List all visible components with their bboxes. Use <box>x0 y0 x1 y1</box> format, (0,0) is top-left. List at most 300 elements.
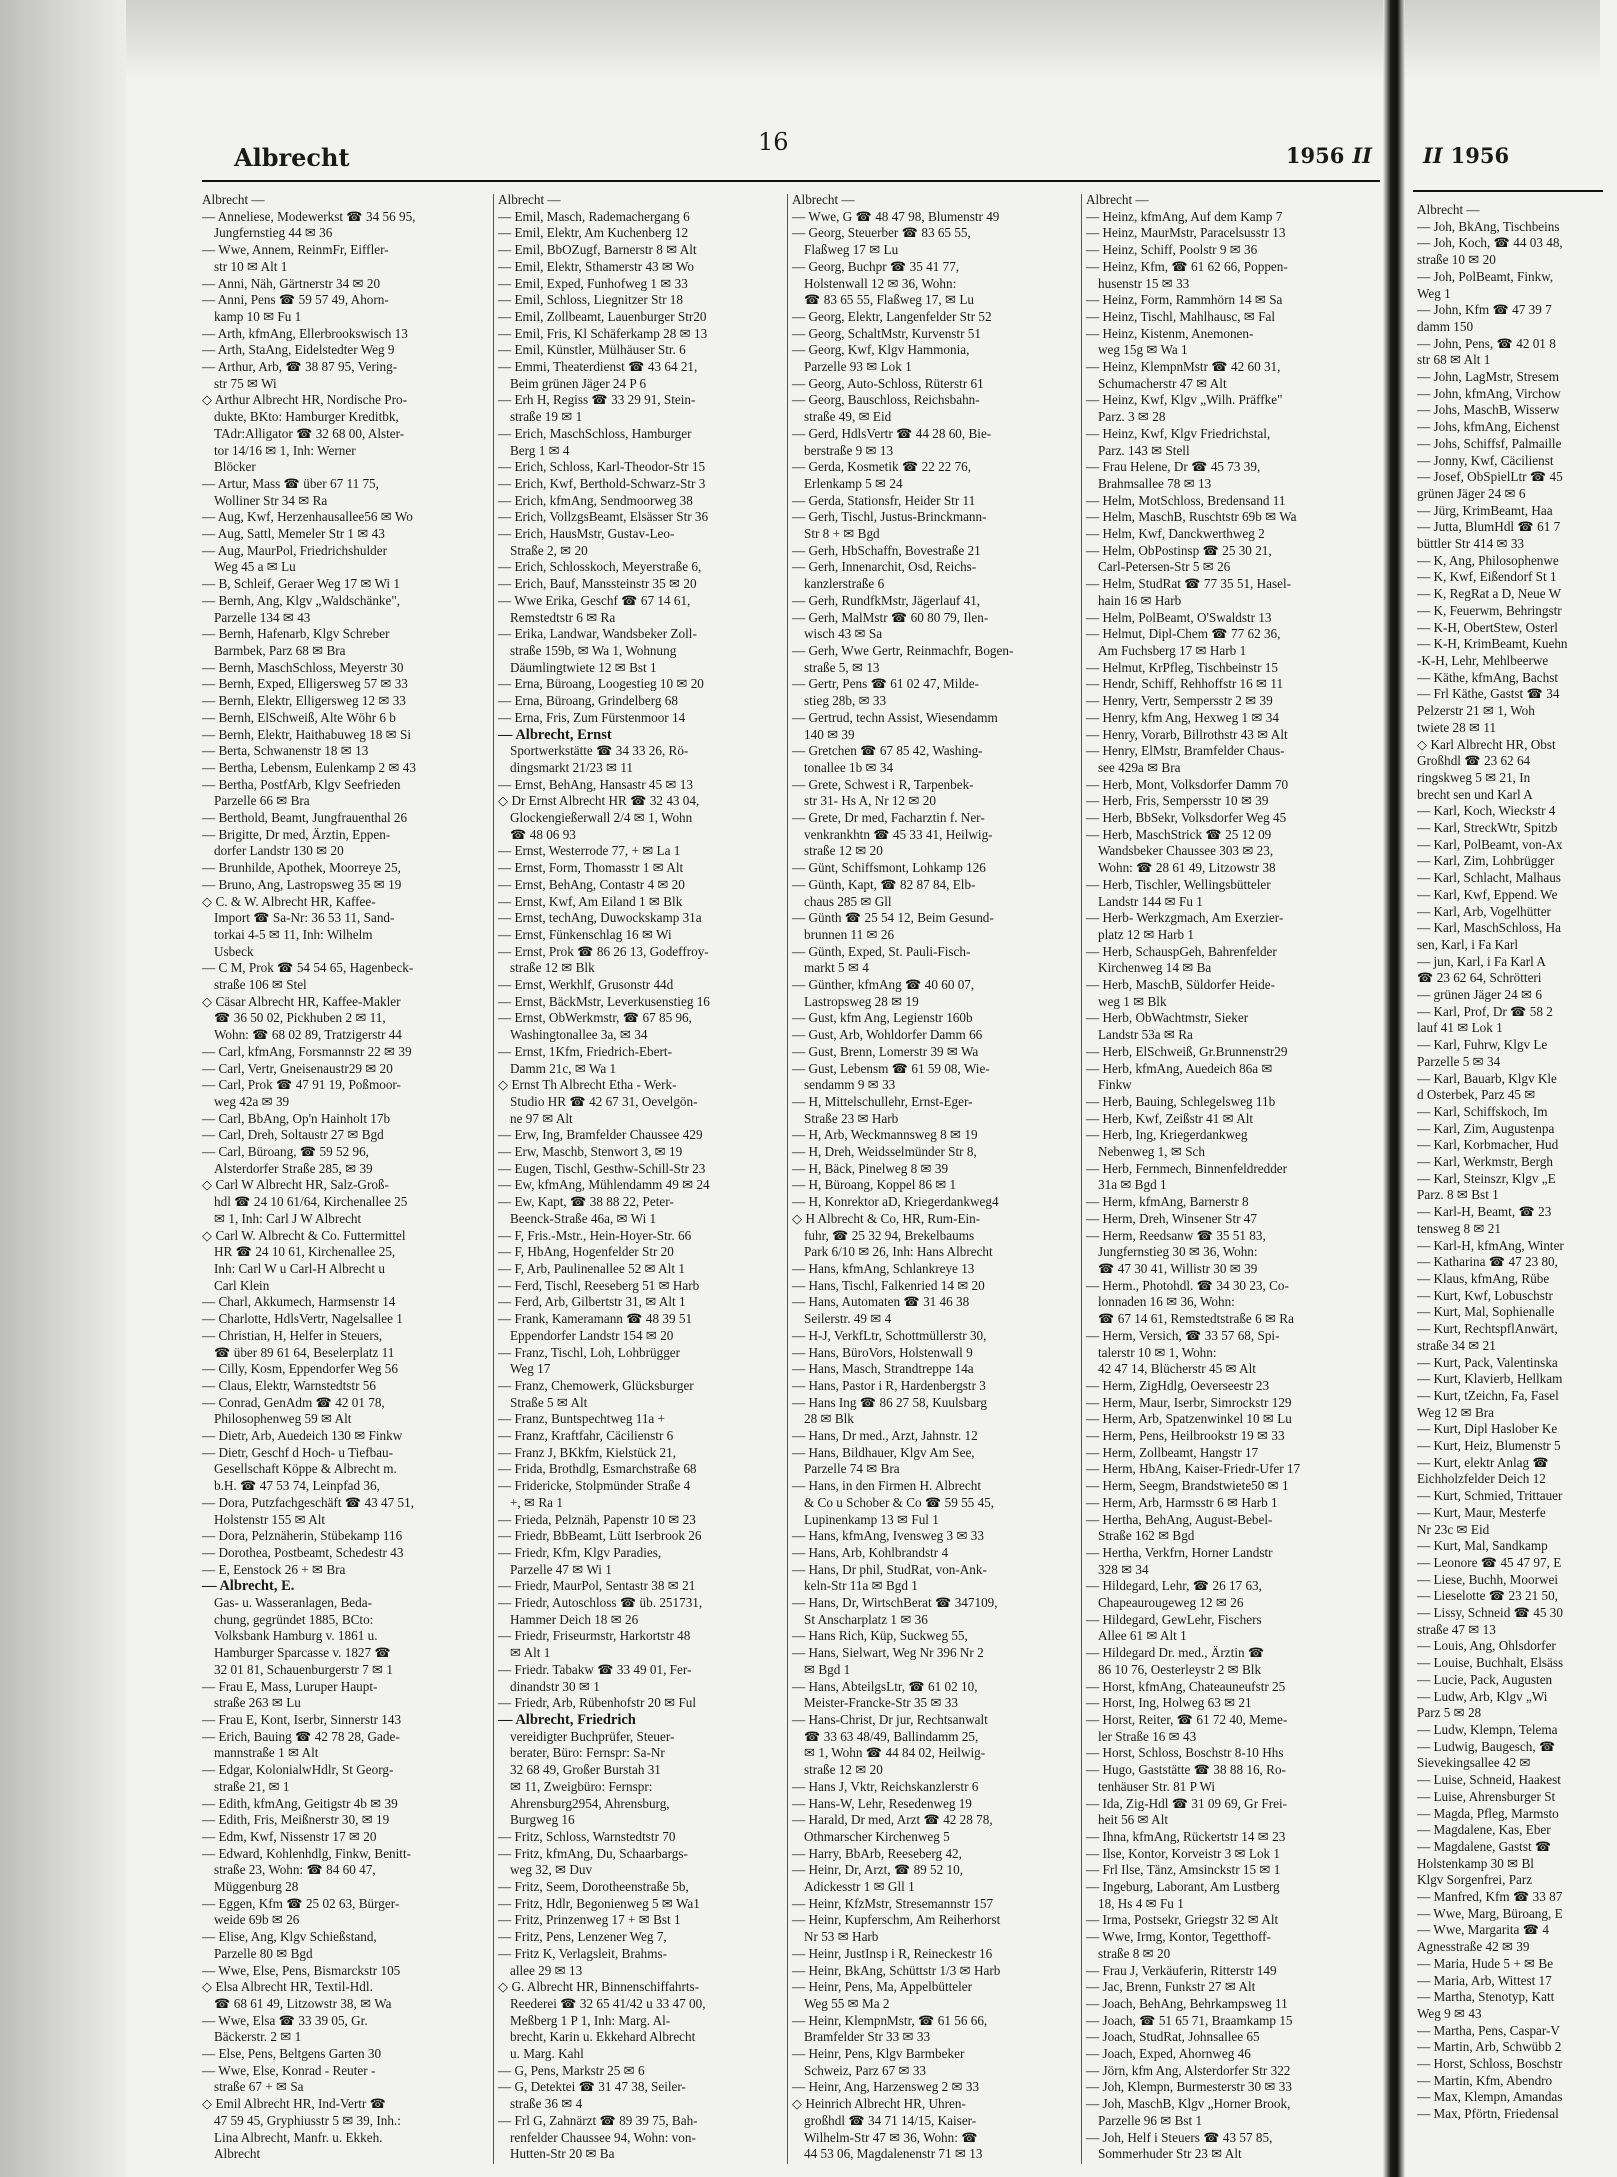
directory-entry-line: — Joh, MaschB, Klgv „Horner Brook, <box>1086 2096 1291 2112</box>
directory-entry-line: — Heinr, BkAng, Schüttstr 1/3 ✉ Harb <box>792 1962 1001 1978</box>
directory-entry-line: Nr 23c ✉ Eid <box>1417 1521 1490 1537</box>
directory-entry-line: Weg 45 a ✉ Lu <box>214 559 296 575</box>
directory-entry-line: — Ew, Kapt, ☎ 38 88 22, Peter- <box>498 1194 674 1210</box>
directory-entry-line: torkai 4-5 ✉ 11, Inh: Wilhelm <box>214 926 373 942</box>
directory-entry-line: — Brunhilde, Apothek, Moorreye 25, <box>202 860 401 876</box>
directory-entry-line: — Eggen, Kfm ☎ 25 02 63, Bürger- <box>202 1895 400 1911</box>
directory-entry-line: — Elise, Ang, Klgv Schießstand, <box>202 1929 377 1945</box>
directory-entry-line: — Horst, Schloss, Boschstr 8-10 Hhs <box>1086 1745 1284 1761</box>
directory-entry-line: see 429a ✉ Bra <box>1098 759 1181 775</box>
directory-entry-line: — Artur, Mass ☎ über 67 11 75, <box>202 475 379 491</box>
directory-entry-line: — grünen Jäger 24 ✉ 6 <box>1417 987 1542 1003</box>
directory-entry-line: — Karl, Zim, Lohbrügger <box>1417 853 1555 869</box>
column-divider <box>493 194 494 2164</box>
directory-entry-line: — Emil, Fris, Kl Schäferkamp 28 ✉ 13 <box>498 325 708 341</box>
directory-entry-line: — Friedr, BbBeamt, Lütt Iserbrook 26 <box>498 1528 702 1544</box>
directory-entry-line: Parz. 143 ✉ Stell <box>1098 442 1190 458</box>
directory-entry-line: — Karl, PolBeamt, von-Ax <box>1417 836 1563 852</box>
directory-entry-line: Gas- u. Wasseranlagen, Beda- <box>214 1595 372 1611</box>
directory-entry-line: Volksbank Hamburg v. 1861 u. <box>214 1628 378 1644</box>
directory-entry-line: — Heinz, Schiff, Poolstr 9 ✉ 36 <box>1086 242 1258 258</box>
directory-entry-line: — Fritz, Hdlr, Begonienweg 5 ✉ Wa1 <box>498 1895 700 1911</box>
directory-entry-line: — Hertha, BehAng, August-Bebel- <box>1086 1511 1273 1527</box>
directory-entry-line: — Erw, Ing, Bramfelder Chaussee 429 <box>498 1127 703 1143</box>
directory-entry-line: dinandstr 30 ✉ 1 <box>510 1678 600 1694</box>
directory-entry-line: — Hans, Dr, WirtschBerat ☎ 347109, <box>792 1595 998 1611</box>
directory-entry-line: ✉ 1, Wohn ☎ 44 84 02, Heilwig- <box>804 1745 986 1761</box>
directory-entry-line: — Albrecht, Friedrich <box>498 1711 636 1728</box>
directory-entry-line: — Emil, Zollbeamt, Lauenburger Str20 <box>498 308 707 324</box>
directory-entry-line: ◇ Heinrich Albrecht HR, Uhren- <box>792 2096 966 2112</box>
directory-entry-line: — Erich, Kwf, Berthold-Schwarz-Str 3 <box>498 475 706 491</box>
directory-entry-line: — Edith, Fris, Meißnerstr 30, ✉ 19 <box>202 1812 390 1828</box>
directory-entry-line: — Herm, Seegm, Brandstwiete50 ✉ 1 <box>1086 1478 1289 1494</box>
directory-entry-line: — Jonny, Kwf, Cäcilienst <box>1417 452 1554 468</box>
directory-entry-line: ✉ 11, Zweigbüro: Fernspr: <box>510 1778 653 1794</box>
directory-entry-line: Straße 23 ✉ Harb <box>804 1110 899 1126</box>
directory-entry-line: Sievekingsallee 42 ✉ <box>1417 1755 1531 1771</box>
directory-entry-line: — Luise, Ahrensburger St <box>1417 1788 1556 1804</box>
directory-entry-line: d Osterbek, Parz 45 ✉ <box>1417 1087 1536 1103</box>
directory-entry-line: — Friedr. Tabakw ☎ 33 49 01, Fer- <box>498 1661 692 1677</box>
directory-entry-line: — Hans Rich, Küp, Suckweg 55, <box>792 1628 968 1644</box>
directory-entry-line: — E, Eenstock 26 + ✉ Bra <box>202 1561 346 1577</box>
directory-entry-line: — Henry, Vertr, Sempersstr 2 ✉ 39 <box>1086 693 1273 709</box>
directory-entry-line: — Edward, Kohlenhdlg, Finkw, Benitt- <box>202 1845 412 1861</box>
directory-entry-line: Albrecht <box>214 2146 261 2162</box>
directory-entry-line: — B, Schleif, Geraer Weg 17 ✉ Wi 1 <box>202 576 400 592</box>
directory-entry-line: keln-Str 11a ✉ Bgd 1 <box>804 1578 918 1594</box>
directory-entry-line: — Georg, Bauschloss, Reichsbahn- <box>792 392 980 408</box>
directory-entry-line: Usbeck <box>214 943 254 959</box>
directory-entry-line: — Frau J, Verkäuferin, Ritterstr 149 <box>1086 1962 1277 1978</box>
book-gutter <box>1383 0 1405 2177</box>
directory-entry-line: — K-H, KrimBeamt, Kuehn <box>1417 636 1568 652</box>
directory-entry-line: — Emil, BbOZugf, Barnerstr 8 ✉ Alt <box>498 242 697 258</box>
directory-entry-line: — Emil, Masch, Rademachergang 6 <box>498 208 690 224</box>
directory-entry-line: Remstedtstr 6 ✉ Ra <box>510 609 616 625</box>
directory-entry-line: ☎ über 89 61 64, Beselerplatz 11 <box>214 1344 395 1360</box>
directory-entry-line: Carl-Petersen-Str 5 ✉ 26 <box>1098 559 1231 575</box>
directory-entry-line: Am Fuchsberg 17 ✉ Harb 1 <box>1098 642 1247 658</box>
directory-entry-line: — Hans, AbteilgsLtr, ☎ 61 02 10, <box>792 1678 978 1694</box>
directory-entry-line: — Horst, Ing, Holweg 63 ✉ 21 <box>1086 1695 1252 1711</box>
directory-entry-line: Kirchenweg 14 ✉ Ba <box>1098 960 1212 976</box>
directory-entry-line: Eppendorfer Landstr 154 ✉ 20 <box>510 1327 674 1343</box>
column-divider <box>1081 194 1082 2164</box>
directory-entry-line: — Lucie, Pack, Augusten <box>1417 1671 1553 1687</box>
directory-entry-line: Berg 1 ✉ 4 <box>510 442 570 458</box>
directory-entry-line: — Hans, Arb, Kohlbrandstr 4 <box>792 1544 949 1560</box>
directory-entry-line: tonallee 1b ✉ 34 <box>804 759 894 775</box>
directory-entry-line: Straße 5 ✉ Alt <box>510 1394 588 1410</box>
directory-entry-line: — Bruno, Ang, Lastropsweg 35 ✉ 19 <box>202 876 402 892</box>
directory-entry-line: — Heinz, Kwf, Klgv „Wilh. Präffke" <box>1086 392 1283 408</box>
directory-entry-line: Holstenstr 155 ✉ Alt <box>214 1511 326 1527</box>
directory-entry-line: — Franz, Chemowerk, Glücksburger <box>498 1377 694 1393</box>
directory-entry-line: kamp 10 ✉ Fu 1 <box>214 308 302 324</box>
directory-entry-line: — Martha, Stenotyp, Katt <box>1417 1989 1555 2005</box>
directory-entry-line: — Charlotte, HdlsVertr, Nagelsallee 1 <box>202 1311 403 1327</box>
directory-entry-line: — Georg, Elektr, Langenfelder Str 52 <box>792 308 992 324</box>
directory-entry-line: ◇ Emil Albrecht HR, Ind-Vertr ☎ <box>202 2096 387 2112</box>
directory-entry-line: — Louise, Buchhalt, Elsäss <box>1417 1655 1564 1671</box>
directory-entry-line: — Hans, Pastor i R, Hardenbergstr 3 <box>792 1377 986 1393</box>
directory-entry-line: ☎ 68 61 49, Litzowstr 38, ✉ Wa <box>214 1995 392 2011</box>
directory-entry-line: — Hans, Bildhauer, Klgv Am See, <box>792 1444 975 1460</box>
directory-entry-line: — Gretchen ☎ 67 85 42, Washing- <box>792 743 983 759</box>
directory-entry-line: str 75 ✉ Wi <box>214 375 277 391</box>
directory-entry-line: — K, Feuerwm, Behringstr <box>1417 602 1562 618</box>
directory-entry-line: str 68 ✉ Alt 1 <box>1417 352 1491 368</box>
directory-entry-line: platz 12 ✉ Harb 1 <box>1098 926 1195 942</box>
directory-entry-line: — Magda, Pfleg, Marmsto <box>1417 1805 1559 1821</box>
directory-entry-line: Beenck-Straße 46a, ✉ Wi 1 <box>510 1210 657 1226</box>
directory-entry-line: ◇ Cäsar Albrecht HR, Kaffee-Makler <box>202 993 401 1009</box>
directory-entry-line: — H, Mittelschullehr, Ernst-Eger- <box>792 1093 973 1109</box>
directory-entry-line: ☎ 67 14 61, Remstedtstraße 6 ✉ Ra <box>1098 1311 1294 1327</box>
directory-entry-line: — Friedr, Autoschloss ☎ üb. 251731, <box>498 1595 703 1611</box>
directory-entry-line: — Luise, Schneid, Haakest <box>1417 1772 1561 1788</box>
directory-entry-line: — Dora, Putzfachgeschäft ☎ 43 47 51, <box>202 1494 414 1510</box>
directory-entry-line: — Erich, Bauing ☎ 42 78 28, Gade- <box>202 1728 400 1744</box>
directory-entry-line: — Brigitte, Dr med, Ärztin, Eppen- <box>202 826 391 842</box>
directory-entry-line: — Kurt, Mal, Sandkamp <box>1417 1538 1548 1554</box>
directory-entry-line: — Dietr, Arb, Auedeich 130 ✉ Finkw <box>202 1428 403 1444</box>
directory-entry-line: — Helm, ObPostinsp ☎ 25 30 21, <box>1086 542 1272 558</box>
directory-entry-line: — Ilse, Kontor, Korveistr 3 ✉ Lok 1 <box>1086 1845 1281 1861</box>
directory-entry-line: HR ☎ 24 10 61, Kirchenallee 25, <box>214 1244 396 1260</box>
directory-entry-line: — Gerh, RundfkMstr, Jägerlauf 41, <box>792 592 981 608</box>
directory-page <box>198 118 1380 2168</box>
directory-entry-line: ◇ H Albrecht & Co, HR, Rum-Ein- <box>792 1210 981 1226</box>
directory-entry-line: — John, LagMstr, Stresem <box>1417 369 1559 385</box>
directory-entry-line: — Joach, StudRat, Johnsallee 65 <box>1086 2029 1260 2045</box>
directory-entry-line: Seilerstr. 49 ✉ 4 <box>804 1311 892 1327</box>
directory-entry-line: — Edith, kfmAng, Geitigstr 4b ✉ 39 <box>202 1795 398 1811</box>
directory-entry-line: — Erika, Landwar, Wandsbeker Zoll- <box>498 626 697 642</box>
directory-entry-line: — Frau E, Mass, Luruper Haupt- <box>202 1678 378 1694</box>
directory-entry-line: — Carl, Dreh, Soltaustr 27 ✉ Bgd <box>202 1127 384 1143</box>
directory-entry-line: — Ew, kfmAng, Mühlendamm 49 ✉ 24 <box>498 1177 710 1193</box>
directory-entry-line: lonnaden 16 ✉ 36, Wohn: <box>1098 1294 1235 1310</box>
directory-entry-line: — Claus, Elektr, Warnstedtstr 56 <box>202 1377 376 1393</box>
directory-entry-line: — Hendr, Schiff, Rehhoffstr 16 ✉ 11 <box>1086 676 1284 692</box>
directory-entry-line: ◇ Dr Ernst Albrecht HR ☎ 32 43 04, <box>498 793 700 809</box>
directory-entry-line: u. Marg. Kahl <box>510 2046 584 2062</box>
directory-entry-line: Albrecht — <box>1086 192 1149 207</box>
directory-entry-line: — Dietr, Geschf d Hoch- u Tiefbau- <box>202 1444 394 1460</box>
directory-entry-line: 47 59 45, Gryphiusstr 5 ✉ 39, Inh.: <box>214 2112 401 2128</box>
directory-entry-line: b.H. ☎ 47 53 74, Leinpfad 36, <box>214 1478 380 1494</box>
directory-entry-line: — Hildegard Dr. med., Ärztin ☎ <box>1086 1645 1265 1661</box>
running-head-year <box>1286 143 1372 168</box>
directory-entry-line: hdl ☎ 24 10 61/64, Kirchenallee 25 <box>214 1194 408 1210</box>
next-header-rule <box>1413 190 1603 192</box>
directory-entry-line: Bäckerstr. 2 ✉ 1 <box>214 2029 302 2045</box>
directory-entry-line: — Joh, Klempn, Burmesterstr 30 ✉ 33 <box>1086 2079 1292 2095</box>
directory-entry-line: — Hildegard, GewLehr, Fischers <box>1086 1611 1262 1627</box>
directory-entry-line: — Hans, Dr phil, StudRat, von-Ank- <box>792 1561 987 1577</box>
directory-entry-line: — Helm, Kwf, Danckwerthweg 2 <box>1086 526 1265 542</box>
directory-entry-line: Barmbek, Parz 68 ✉ Bra <box>214 642 346 658</box>
directory-entry-line: — K, RegRat a D, Neue W <box>1417 586 1562 602</box>
directory-entry-line: — Ernst, Kwf, Am Eiland 1 ✉ Blk <box>498 893 683 909</box>
directory-entry-line: talerstr 10 ✉ 1, Wohn: <box>1098 1344 1217 1360</box>
directory-entry-line: — Magdalene, Kas, Eber <box>1417 1822 1551 1838</box>
directory-entry-line: Erlenkamp 5 ✉ 24 <box>804 475 903 491</box>
directory-entry-line: — Hugo, Gaststätte ☎ 38 88 16, Ro- <box>1086 1762 1286 1778</box>
directory-entry-line: ◇ Elsa Albrecht HR, Textil-Hdl. <box>202 1979 373 1995</box>
directory-entry-line: — Friedr, MaurPol, Sentastr 38 ✉ 21 <box>498 1578 696 1594</box>
directory-entry-line: — Heinz, kfmAng, Auf dem Kamp 7 <box>1086 208 1283 224</box>
directory-entry-line: — Kurt, Dipl Haslober Ke <box>1417 1421 1558 1437</box>
directory-entry-line: 32 68 49, Großer Burstah 31 <box>510 1762 661 1778</box>
directory-entry-line: — Karl, MaschSchloss, Ha <box>1417 920 1561 936</box>
directory-entry-line: — Erich, Schloss, Karl-Theodor-Str 15 <box>498 459 706 475</box>
directory-entry-line: — Herm, Reedsanw ☎ 35 51 83, <box>1086 1227 1266 1243</box>
directory-entry-line: — Lissy, Schneid ☎ 45 30 <box>1417 1605 1563 1621</box>
directory-entry-line: — Fritz, Seem, Dorotheenstraße 5b, <box>498 1879 689 1895</box>
directory-entry-line: — Charl, Akkumech, Harmsenstr 14 <box>202 1294 396 1310</box>
directory-entry-line: Straße 162 ✉ Bgd <box>1098 1528 1195 1544</box>
directory-entry-line: — Martin, Arb, Schwübb 2 <box>1417 2039 1562 2055</box>
directory-entry-line: Parzelle 80 ✉ Bgd <box>214 1945 313 1961</box>
directory-entry-line: — Hans, Dr med., Arzt, Jahnstr. 12 <box>792 1428 978 1444</box>
directory-entry-line: — Bernh, Exped, Elligersweg 57 ✉ 33 <box>202 676 408 692</box>
directory-entry-line: — Kurt, Maur, Mesterfe <box>1417 1504 1546 1520</box>
directory-entry-line: — Heinr, Dr, Arzt, ☎ 89 52 10, <box>792 1862 964 1878</box>
directory-entry-line: Nebenweg 1, ✉ Sch <box>1098 1144 1206 1160</box>
directory-entry-line: — Wwe, Else, Konrad - Reuter - <box>202 2062 376 2078</box>
directory-entry-line: & Co u Schober & Co ☎ 59 55 45, <box>804 1494 995 1510</box>
directory-entry-line: — Emil, Exped, Funhofweg 1 ✉ 33 <box>498 275 688 291</box>
directory-entry-line: — Cilly, Kosm, Eppendorfer Weg 56 <box>202 1361 398 1377</box>
directory-entry-line: Nr 53 ✉ Harb <box>804 1929 879 1945</box>
directory-entry-line: — Frau Helene, Dr ☎ 45 73 39, <box>1086 459 1261 475</box>
directory-entry-line: chaus 285 ✉ Gll <box>804 893 892 909</box>
directory-entry-line: stieg 28b, ✉ 33 <box>804 693 887 709</box>
directory-entry-line: — Karl, Korbmacher, Hud <box>1417 1137 1559 1153</box>
directory-entry-line: straße 12 ✉ Blk <box>510 960 595 976</box>
directory-column-4 <box>1086 192 1376 2162</box>
directory-entry-line: — Frieda, Pelznäh, Papenstr 10 ✉ 23 <box>498 1511 696 1527</box>
directory-entry-line: twiete 28 ✉ 11 <box>1417 719 1497 735</box>
directory-entry-line: Philosophenweg 59 ✉ Alt <box>214 1411 352 1427</box>
directory-entry-line: mannstraße 1 ✉ Alt <box>214 1745 319 1761</box>
directory-entry-line: — Ludw, Arb, Klgv „Wi <box>1417 1688 1548 1704</box>
directory-entry-line: — Leonore ☎ 45 47 97, E <box>1417 1554 1562 1570</box>
directory-entry-line: — Frank, Kameramann ☎ 48 39 51 <box>498 1311 693 1327</box>
directory-entry-line: Sportwerkstätte ☎ 34 33 26, Rö- <box>510 743 689 759</box>
directory-entry-line: — Ernst, 1Kfm, Friedrich-Ebert- <box>498 1043 672 1059</box>
directory-entry-line: — Erna, Büroang, Loogestieg 10 ✉ 20 <box>498 676 704 692</box>
directory-entry-line: ☎ 83 65 55, Flaßweg 17, ✉ Lu <box>804 292 974 308</box>
directory-entry-line: — Grete, Dr med, Facharztin f. Ner- <box>792 810 985 826</box>
directory-entry-line: — Johs, Schiffsf, Palmaille <box>1417 435 1562 451</box>
directory-entry-line: — Friedr, Friseurmstr, Harkortstr 48 <box>498 1628 691 1644</box>
directory-entry-line: — Heinz, Kwf, Klgv Friedrichstal, <box>1086 425 1271 441</box>
directory-entry-line: Albrecht — <box>498 192 561 207</box>
directory-entry-line: Bramfelder Str 33 ✉ 33 <box>804 2029 931 2045</box>
directory-entry-line: renfelder Chaussee 94, Wohn: von- <box>510 2129 696 2145</box>
directory-entry-line: Str 8 + ✉ Bgd <box>804 526 880 542</box>
directory-entry-line: — Arthur, Arb, ☎ 38 87 95, Vering- <box>202 359 398 375</box>
directory-entry-line: — Fritz K, Verlagsleit, Brahms- <box>498 1945 667 1961</box>
directory-entry-line: — Joh, Koch, ☎ 44 03 48, <box>1417 235 1563 251</box>
directory-entry-line: — Ernst, Fünkenschlag 16 ✉ Wi <box>498 926 672 942</box>
directory-entry-line: — Heinr, Ang, Harzensweg 2 ✉ 33 <box>792 2079 980 2095</box>
directory-entry-line: — Horst, kfmAng, Chateauneufstr 25 <box>1086 1678 1286 1694</box>
directory-entry-line: ◇ C. & W. Albrecht HR, Kaffee- <box>202 893 376 909</box>
directory-entry-line: Finkw <box>1098 1077 1132 1093</box>
directory-entry-line: großhdl ☎ 34 71 14/15, Kaiser- <box>804 2112 977 2128</box>
directory-entry-line: — Joach, ☎ 51 65 71, Braamkamp 15 <box>1086 2012 1293 2028</box>
directory-entry-line: — Johs, MaschB, Wisserw <box>1417 402 1560 418</box>
directory-entry-line: Landstr 144 ✉ Fu 1 <box>1098 893 1203 909</box>
directory-entry-line: Däumlingtwiete 12 ✉ Bst 1 <box>510 659 657 675</box>
directory-entry-line: — Heinz, Form, Rammhörn 14 ✉ Sa <box>1086 292 1283 308</box>
directory-entry-line: — Helm, MotSchloss, Bredensand 11 <box>1086 492 1286 508</box>
directory-entry-line: — Franz J, BKkfm, Kielstück 21, <box>498 1444 677 1460</box>
directory-entry-line: — F, Arb, Paulinenallee 52 ✉ Alt 1 <box>498 1261 685 1276</box>
directory-entry-line: brecht sen und Karl A <box>1417 786 1533 802</box>
directory-entry-line: — Herb, ElSchweiß, Gr.Brunnenstr29 <box>1086 1043 1288 1059</box>
scan-left-edge <box>0 0 126 2177</box>
directory-entry-line: — Karl, Kwf, Eppend. We <box>1417 886 1558 902</box>
directory-entry-line: — Friedr, Kfm, Klgv Paradies, <box>498 1544 662 1560</box>
directory-entry-line: — Gerh, HbSchaffn, Bovestraße 21 <box>792 542 981 558</box>
directory-entry-line: — Ernst, Westerrode 77, + ✉ La 1 <box>498 843 681 859</box>
directory-entry-line: Reederei ☎ 32 65 41/42 u 33 47 00, <box>510 1995 706 2011</box>
directory-entry-line: Weg 17 <box>510 1361 551 1377</box>
directory-entry-line: Damm 21c, ✉ Wa 1 <box>510 1060 617 1076</box>
directory-column-2 <box>498 192 781 2162</box>
directory-entry-line: — Herm, Zollbeamt, Hangstr 17 <box>1086 1444 1259 1460</box>
directory-entry-line: — Magdalene, Gastst ☎ <box>1417 1838 1552 1854</box>
directory-entry-line: — Erich, HausMstr, Gustav-Leo- <box>498 526 675 542</box>
directory-entry-line: — Heinr, KlempnMstr, ☎ 61 56 66, <box>792 2012 988 2028</box>
directory-entry-line: — Karl, StreckWtr, Spitzb <box>1417 820 1558 836</box>
directory-entry-line: — Georg, Buchpr ☎ 35 41 77, <box>792 258 960 274</box>
directory-entry-line: — Herm, Versich, ☎ 33 57 68, Spi- <box>1086 1327 1280 1343</box>
directory-entry-line: Schumacherstr 47 ✉ Alt <box>1098 375 1227 391</box>
directory-entry-line: — Wwe, Else, Pens, Bismarckstr 105 <box>202 1962 401 1978</box>
directory-entry-line: Albrecht — <box>202 192 265 207</box>
directory-entry-line: venkrankhtn ☎ 45 33 41, Heilwig- <box>804 826 993 842</box>
directory-entry-line: — Henry, Vorarb, Billrothstr 43 ✉ Alt <box>1086 726 1288 742</box>
directory-entry-line: Burgweg 16 <box>510 1812 575 1828</box>
directory-entry-line: 42 47 14, Blücherstr 45 ✉ Alt <box>1098 1361 1256 1377</box>
directory-entry-line: 44 53 06, Magdalenenstr 71 ✉ 13 <box>804 2146 983 2162</box>
directory-entry-line: Park 6/10 ✉ 26, Inh: Hans Albrecht <box>804 1244 993 1260</box>
directory-entry-line: Allee 61 ✉ Alt 1 <box>1098 1628 1187 1644</box>
directory-entry-line: ☎ 36 50 02, Pickhuben 2 ✉ 11, <box>214 1010 386 1026</box>
directory-entry-line: — Hans, in den Firmen H. Albrecht <box>792 1478 981 1494</box>
directory-entry-line: — Kurt, Pack, Valentinska <box>1417 1354 1558 1370</box>
directory-entry-line: — Heinz, Tischl, Mahlhausc, ✉ Fal <box>1086 308 1276 324</box>
directory-entry-line: — John, Kfm ☎ 47 39 7 <box>1417 302 1552 318</box>
directory-entry-line: — Georg, Kwf, Klgv Hammonia, <box>792 342 970 358</box>
directory-entry-line: — Martin, Kfm, Abendro <box>1417 2072 1553 2088</box>
directory-entry-line: — Günt, Schiffsmont, Lohkamp 126 <box>792 860 986 876</box>
directory-entry-line: — Lieselotte ☎ 23 21 50, <box>1417 1588 1558 1604</box>
directory-entry-line: straße 36 ✉ 4 <box>510 2096 583 2112</box>
directory-entry-line: — Ernst, BehAng, Hansastr 45 ✉ 13 <box>498 776 693 792</box>
directory-entry-line: Parzelle 93 ✉ Lok 1 <box>804 359 912 375</box>
directory-entry-line: — Herm, Arb, Harmsstr 6 ✉ Harb 1 <box>1086 1494 1278 1510</box>
header-rule <box>202 180 1380 182</box>
directory-entry-line: ☎ 47 30 41, Willistr 30 ✉ 39 <box>1098 1261 1258 1276</box>
directory-entry-line: brunnen 11 ✉ 26 <box>804 926 895 942</box>
directory-entry-line: — Carl, Vertr, Gneisenaustr29 ✉ 20 <box>202 1060 393 1076</box>
directory-entry-line: 32 01 81, Schauenburgerstr 7 ✉ 1 <box>214 1661 393 1677</box>
directory-entry-line: weg 15g ✉ Wa 1 <box>1098 342 1188 358</box>
directory-entry-line: — Ernst, Form, Thomasstr 1 ✉ Alt <box>498 860 684 876</box>
directory-entry-line: — Erich, Schlosskoch, Meyerstraße 6, <box>498 559 702 575</box>
directory-entry-line: — Wwe, Margarita ☎ 4 <box>1417 1922 1550 1938</box>
directory-entry-line: — Bertha, PostfArb, Klgv Seefrieden <box>202 776 401 792</box>
directory-entry-line: — K, Kwf, Eißendorf St 1 <box>1417 569 1557 585</box>
directory-entry-line: — Gerh, Innenarchit, Osd, Reichs- <box>792 559 977 575</box>
directory-entry-line: — Horst, Reiter, ☎ 61 72 40, Meme- <box>1086 1711 1288 1727</box>
directory-entry-line: Straße 2, ✉ 20 <box>510 542 588 558</box>
directory-entry-line: Parz 5 ✉ 28 <box>1417 1705 1482 1721</box>
directory-entry-line: — Anneliese, Modewerkst ☎ 34 56 95, <box>202 208 416 224</box>
directory-entry-line: — Jac, Brenn, Funkstr 27 ✉ Alt <box>1086 1979 1256 1995</box>
directory-entry-line: — Aug, MaurPol, Friedrichshulder <box>202 542 387 558</box>
directory-entry-line: Beim grünen Jäger 24 P 6 <box>510 375 647 391</box>
directory-entry-line: — Irma, Postsekr, Griegstr 32 ✉ Alt <box>1086 1912 1279 1928</box>
directory-entry-line: Wilhelm-Str 47 ✉ 36, Wohn: ☎ <box>804 2129 978 2145</box>
directory-entry-line: — F, Fris.-Mstr., Hein-Hoyer-Str. 66 <box>498 1227 692 1243</box>
directory-entry-line: str 31- Hs A, Nr 12 ✉ 20 <box>804 793 936 809</box>
directory-entry-line: dingsmarkt 21/23 ✉ 11 <box>510 759 634 775</box>
directory-entry-line: — Frau E, Kont, Iserbr, Sinnerstr 143 <box>202 1711 402 1727</box>
directory-entry-line: straße 12 ✉ 20 <box>804 1762 883 1778</box>
directory-entry-line: — Ludw, Klempn, Telema <box>1417 1721 1558 1737</box>
directory-entry-line: Albrecht — <box>792 192 855 207</box>
directory-entry-line: — Herb, ObWachtmstr, Sieker <box>1086 1010 1249 1026</box>
directory-entry-line: — Arth, StaAng, Eidelstedter Weg 9 <box>202 342 395 358</box>
directory-entry-line: tor 14/16 ✉ 1, Inh: Werner <box>214 442 356 458</box>
directory-entry-line: — Hans-W, Lehr, Resedenweg 19 <box>792 1795 972 1811</box>
directory-entry-line: — Karl, Arb, Vogelhütter <box>1417 903 1551 919</box>
directory-entry-line: — Herm, HbAng, Kaiser-Friedr-Ufer 17 <box>1086 1461 1301 1477</box>
directory-entry-line: vereidigter Buchprüfer, Steuer- <box>510 1728 675 1744</box>
directory-entry-line: — Hans-Christ, Dr jur, Rechtsanwalt <box>792 1711 988 1727</box>
directory-entry-line: — K, Ang, Philosophenwe <box>1417 552 1559 568</box>
directory-entry-line: — Frl G, Zahnärzt ☎ 89 39 75, Bah- <box>498 2112 698 2128</box>
directory-entry-line: — Karl, Fuhrw, Klgv Le <box>1417 1037 1548 1053</box>
directory-entry-line: — Erw, Maschb, Stenwort 3, ✉ 19 <box>498 1144 683 1160</box>
directory-entry-line: — Fritz, Prinzenweg 17 + ✉ Bst 1 <box>498 1912 681 1928</box>
directory-entry-line: — Johs, kfmAng, Eichenst <box>1417 419 1560 435</box>
directory-entry-line: — Heinz, Kistenm, Anemonen- <box>1086 325 1254 341</box>
directory-entry-line: chung, gegründet 1885, BCto: <box>214 1611 374 1627</box>
directory-entry-line: Import ☎ Sa-Nr: 36 53 11, Sand- <box>214 910 395 926</box>
directory-entry-line: — Carl, kfmAng, Forsmannstr 22 ✉ 39 <box>202 1043 412 1059</box>
directory-entry-line: Holstenwall 12 ✉ 36, Wohn: <box>804 275 957 291</box>
directory-entry-line: straße 106 ✉ Stel <box>214 977 307 993</box>
directory-entry-line: — Albrecht, Ernst <box>498 726 612 743</box>
directory-entry-line: Glockengießerwall 2/4 ✉ 1, Wohn <box>510 810 693 826</box>
directory-entry-line: — Heinz, Kfm, ☎ 61 62 66, Poppen- <box>1086 258 1288 274</box>
directory-entry-line: — Ernst, Werkhlf, Grusonstr 44d <box>498 977 674 993</box>
directory-entry-line: Wohn: ☎ 68 02 89, Tratzigerstr 44 <box>214 1027 402 1043</box>
directory-entry-line: 140 ✉ 39 <box>804 726 855 742</box>
directory-entry-line: — Karl, Prof, Dr ☎ 58 2 <box>1417 1003 1553 1019</box>
